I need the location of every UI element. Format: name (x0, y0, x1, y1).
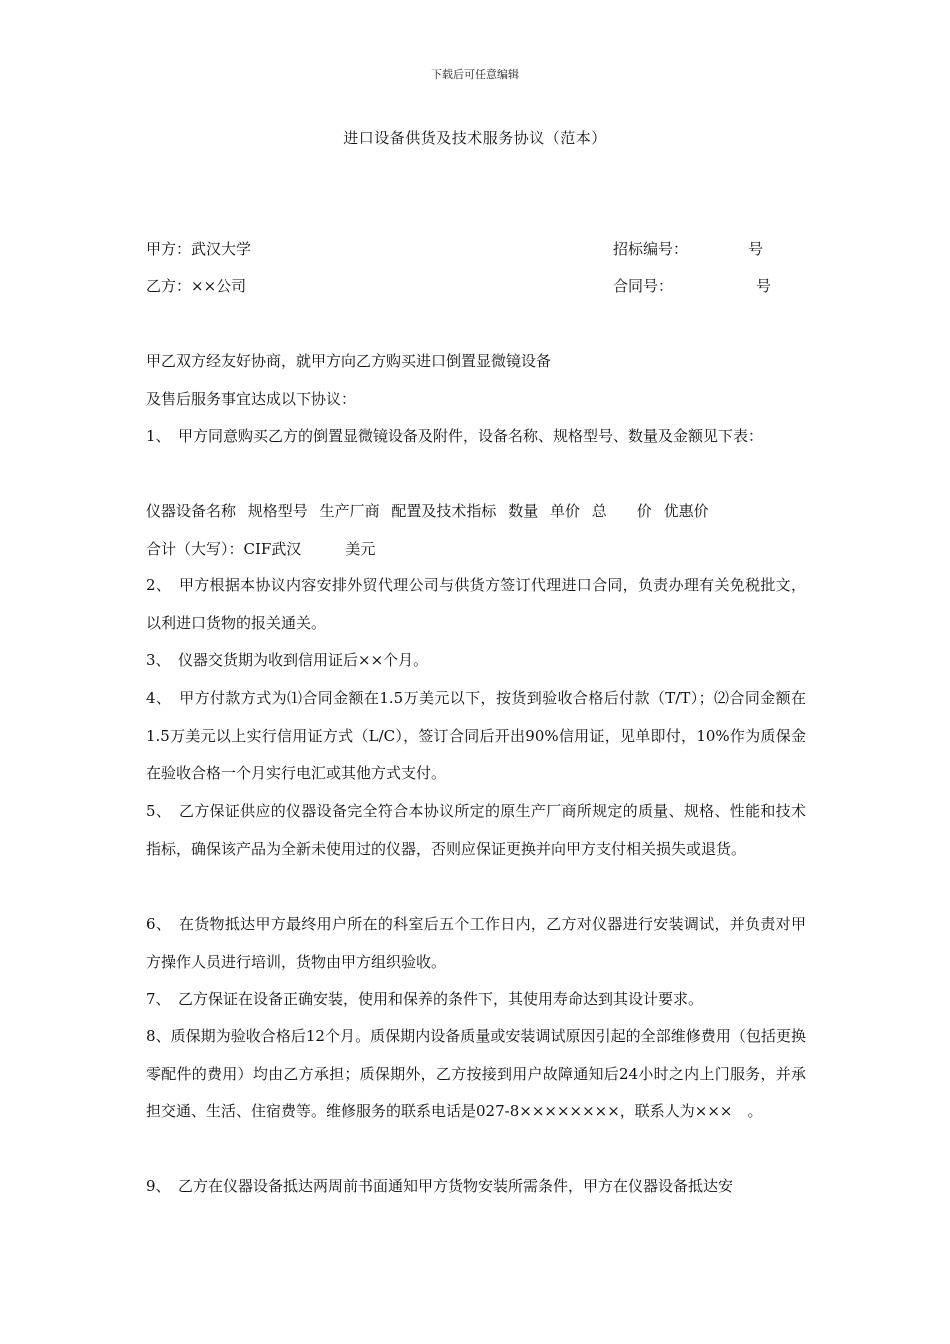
contract-number-label: 合同号： (613, 277, 674, 295)
party-b: 乙方：××公司 (146, 277, 247, 295)
col-total-price: 总 价 (591, 502, 652, 520)
header-note: 下载后可任意编辑 (431, 68, 519, 81)
total-label: 合计（大写）：CIF武汉 (146, 540, 302, 558)
clause-1: 1、 甲方同意购买乙方的倒置显微镜设备及附件，设备名称、规格型号、数量及金额见下表： (146, 427, 764, 445)
col-model: 规格型号 (247, 502, 308, 520)
clause-5: 5、 乙方保证供应的仪器设备完全符合本协议所定的原生产厂商所规定的质量、规格、性能和技术指标，确保该产品为全新未使用过的仪器，否则应保证更换并向甲方支付相关损失或退货。 (146, 802, 806, 858)
clause-9: 9、 乙方在仪器设备抵达两周前书面通知甲方货物安装所需条件，甲方在仪器设备抵达安 (146, 1177, 734, 1195)
clause-2: 2、 甲方根据本协议内容安排外贸代理公司与供货方签订代理进口合同，负责办理有关免税批文，以利进口货物的报关通关。 (146, 576, 806, 632)
intro-line-1: 甲乙双方经友好协商，就甲方向乙方购买进口倒置显微镜设备 (146, 352, 552, 370)
col-equipment-name: 仪器设备名称 (146, 502, 237, 520)
clause-7: 7、 乙方保证在设备正确安装，使用和保养的条件下，其使用寿命达到其设计要求。 (146, 990, 704, 1008)
col-quantity: 数量 (508, 502, 539, 520)
bid-number-label: 招标编号： (613, 240, 689, 258)
col-manufacturer: 生产厂商 (319, 502, 380, 520)
clause-6: 6、 在货物抵达甲方最终用户所在的科室后五个工作日内，乙方对仪器进行安装调试，并负责对甲方操作人员进行培训，货物由甲方组织验收。 (146, 915, 806, 971)
col-unit-price: 单价 (549, 502, 580, 520)
col-config: 配置及技术指标 (391, 502, 497, 520)
col-discount-price: 优惠价 (663, 502, 709, 520)
contract-number-suffix: 号 (756, 277, 772, 295)
clause-8: 8、质保期为验收合格后12个月。质保期内设备质量或安装调试原因引起的全部维修费用（包括更换零配件的费用）均由乙方承担；质保期外，乙方按接到用户故障通知后24小时之内上门服务，并承担交通、生活、住宿费等。维修服务的联系电话是027-8××××××××，联系人为××× 。 (146, 1027, 806, 1121)
bid-number-suffix: 号 (748, 240, 764, 258)
total-line (146, 538, 375, 559)
total-unit: 美元 (345, 540, 376, 558)
party-a: 甲方：武汉大学 (146, 240, 252, 258)
document-title: 进口设备供货及技术服务协议（范本） (343, 129, 607, 147)
equipment-table-header (146, 500, 716, 521)
clause-3: 3、 仪器交货期为收到信用证后××个月。 (146, 651, 429, 669)
intro-line-2: 及售后服务事宜达成以下协议： (146, 390, 357, 408)
clause-4: 4、 甲方付款方式为⑴合同金额在1.5万美元以下，按货到验收合格后付款（T/T）；⑵合同金额在1.5万美元以上实行信用证方式（L/C），签订合同后开出90%信用证，见单即付，10%作为质保金在验收合格一个月实行电汇或其他方式支付。 (146, 689, 806, 783)
